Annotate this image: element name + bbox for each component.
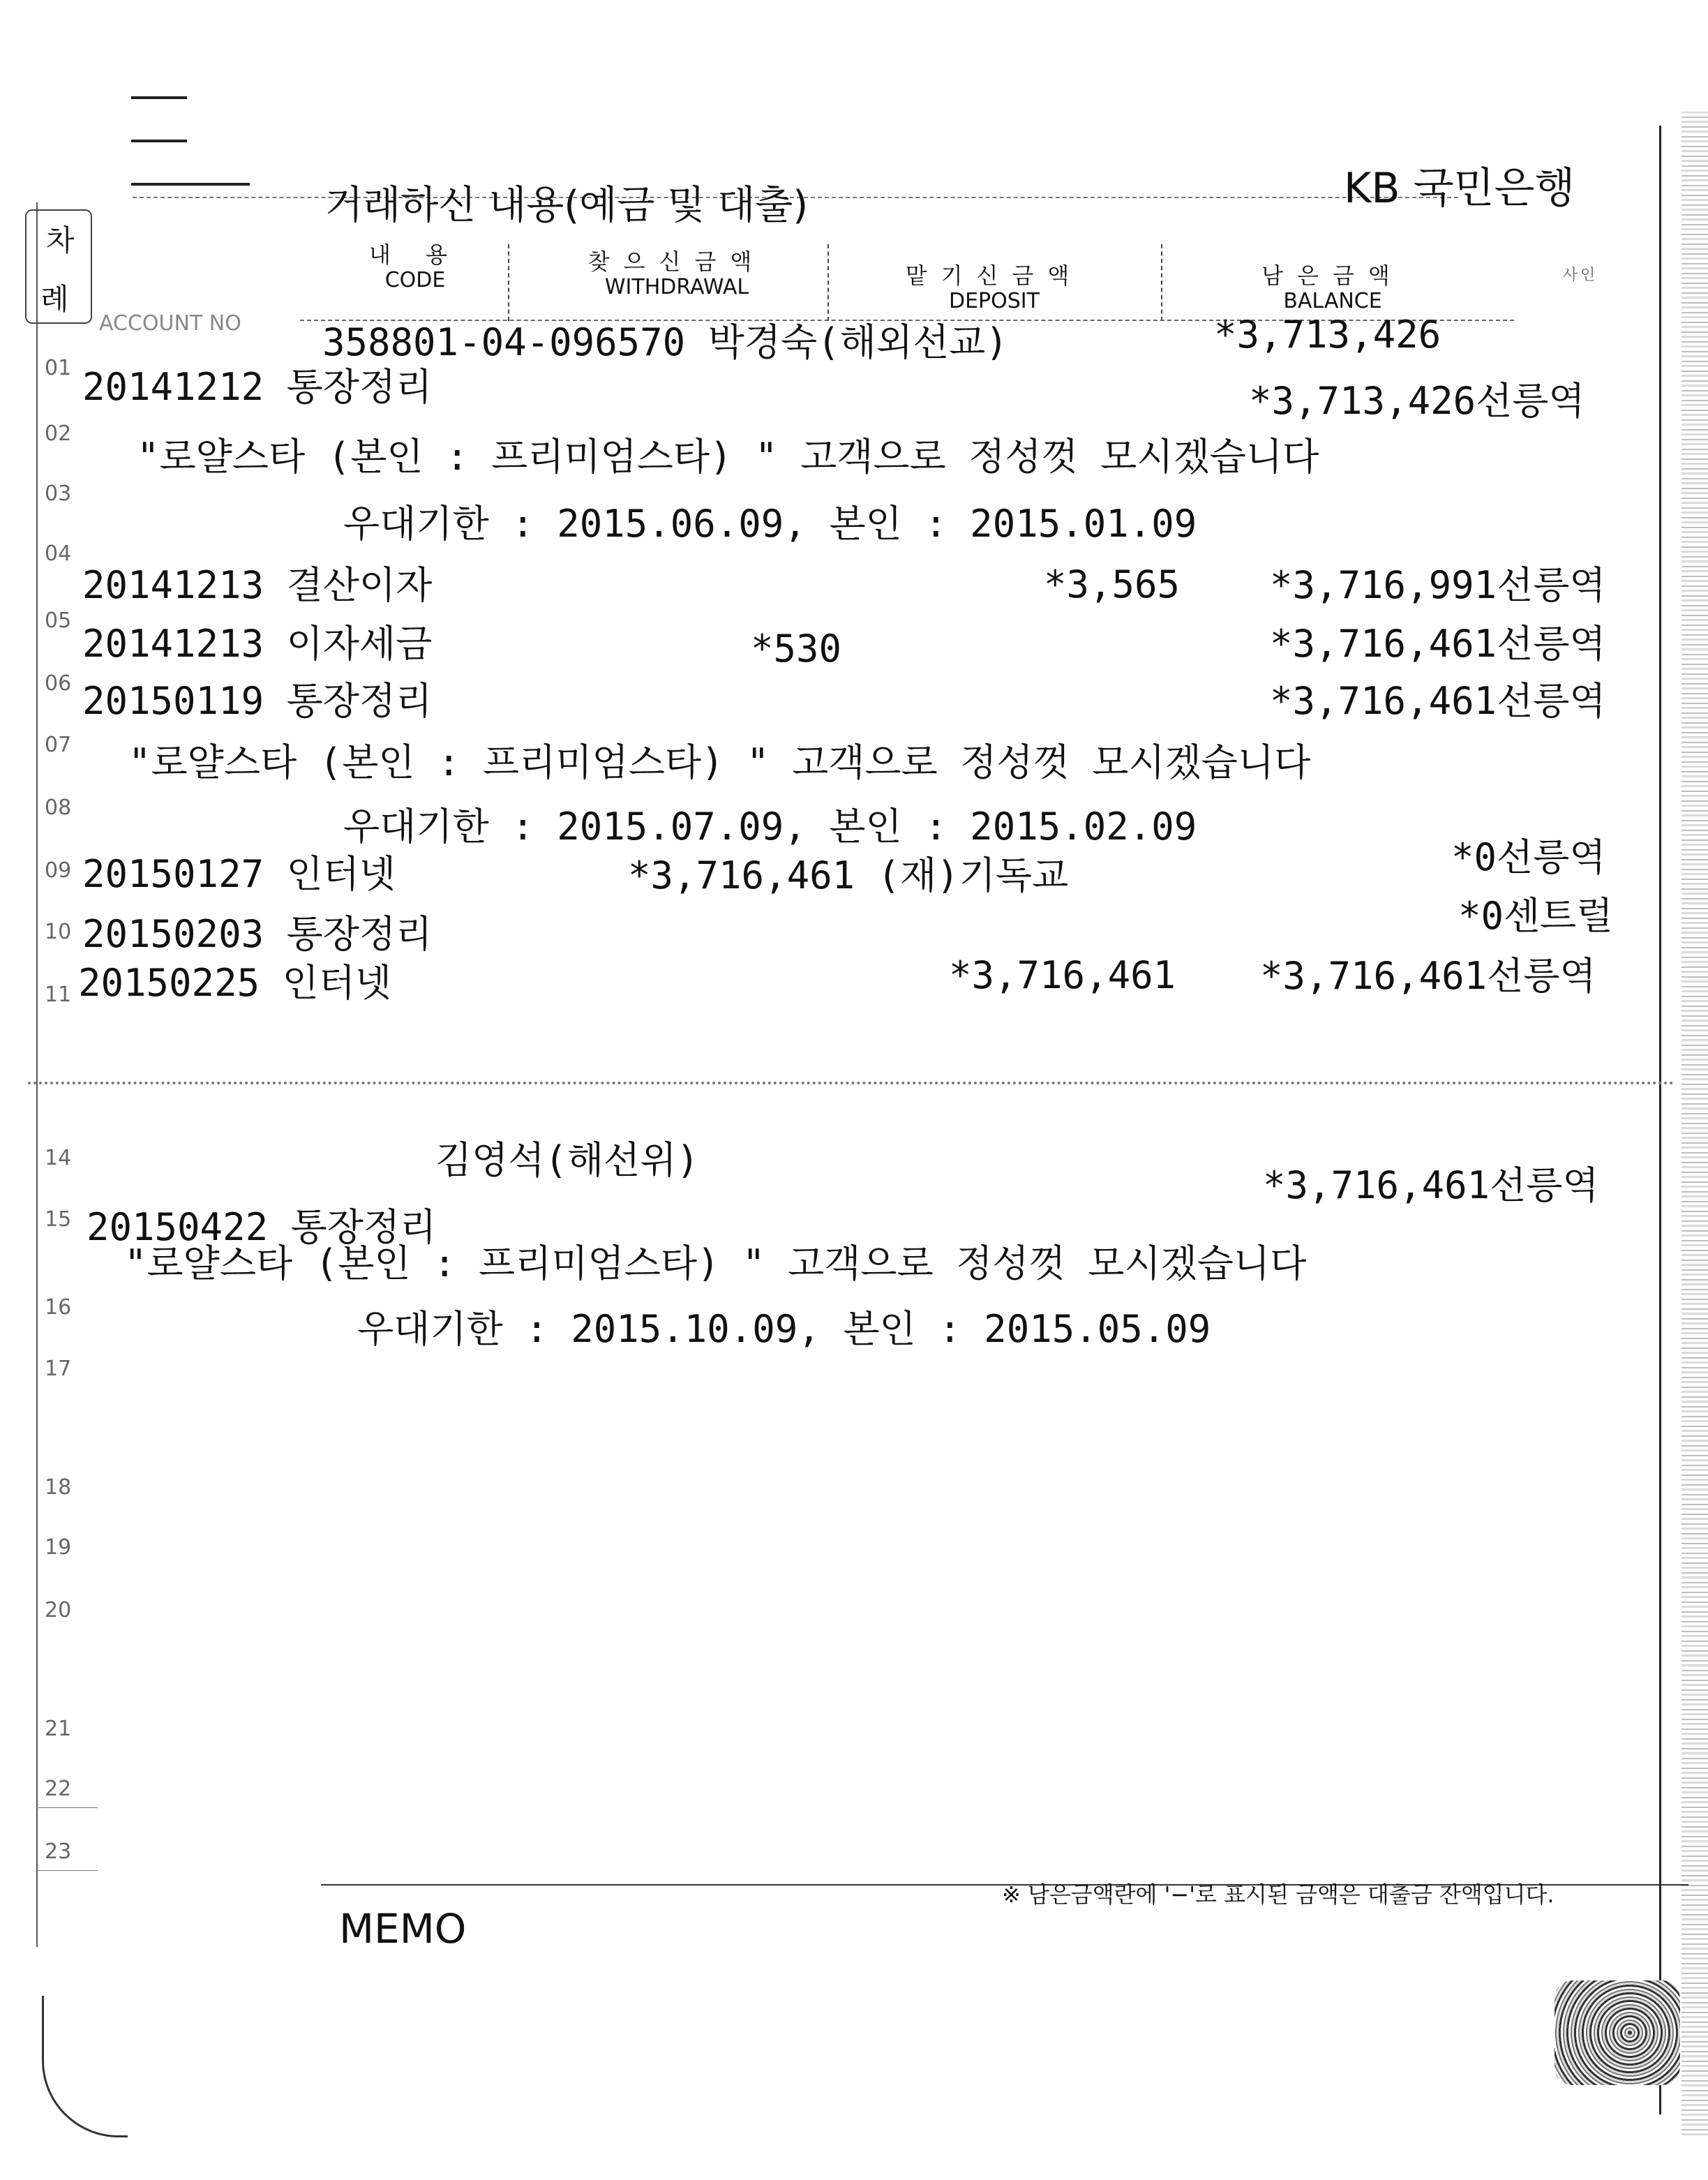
row-rule xyxy=(36,1807,98,1808)
row-number: 18 xyxy=(45,1475,72,1500)
row-number: 15 xyxy=(45,1207,72,1232)
header-mark xyxy=(131,140,187,142)
row-number: 04 xyxy=(45,542,72,566)
entry-date-desc: 20150225 인터넷 xyxy=(78,961,392,1005)
entry-withdrawal: *530 xyxy=(751,627,842,671)
entry-pref-date: 우대기한 : 2015.06.09, 본인 : 2015.01.09 xyxy=(343,502,1197,546)
fold-line xyxy=(28,1082,1675,1084)
passbook-page-stamp xyxy=(1555,1980,1680,2085)
entry-date-desc: 20141213 이자세금 xyxy=(82,622,433,666)
entry-balance: *0센트럴 xyxy=(1458,894,1613,938)
row-number: 08 xyxy=(45,796,72,820)
row-number: 23 xyxy=(45,1839,72,1864)
header-mark xyxy=(131,96,187,99)
row-number: 06 xyxy=(45,671,72,696)
scan-noise xyxy=(1681,112,1708,2135)
entry-balance: *3,716,461선릉역 xyxy=(1270,622,1606,666)
entry-balance: *0선릉역 xyxy=(1451,835,1606,879)
row-number: 22 xyxy=(45,1777,72,1801)
second-block-pref-date: 우대기한 : 2015.10.09, 본인 : 2015.05.09 xyxy=(357,1307,1211,1351)
entry-withdrawal: *3,716,461 (재)기독교 xyxy=(628,853,1069,897)
account-balance: *3,713,426 xyxy=(1214,313,1441,357)
row-number: 20 xyxy=(45,1598,72,1622)
row-index-bottom: 례 xyxy=(40,282,69,316)
row-rule xyxy=(36,1870,98,1871)
entry-date-desc: 20150203 통장정리 xyxy=(82,912,433,956)
second-block-notice: "로얄스타 (본인 : 프리미엄스타) " 고객으로 정성껏 모시겠습니다 xyxy=(124,1241,1307,1285)
second-block-balance: *3,716,461선릉역 xyxy=(1263,1163,1599,1207)
entry-notice: "로얄스타 (본인 : 프리미엄스타) " 고객으로 정성껏 모시겠습니다 xyxy=(128,740,1311,784)
footer-note: ※ 남은금액란에 '−'로 표시된 금액은 대출금 잔액입니다. xyxy=(1002,1881,1555,1908)
entry-notice: "로얄스타 (본인 : 프리미엄스타) " 고객으로 정성껏 모시겠습니다 xyxy=(137,435,1319,479)
row-number: 01 xyxy=(45,356,72,380)
second-block-name: 김영석(해선위) xyxy=(435,1138,700,1182)
row-number: 03 xyxy=(45,481,72,506)
entry-deposit: *3,565 xyxy=(1044,562,1181,606)
entry-deposit: *3,716,461 xyxy=(949,953,1176,997)
left-margin-rule xyxy=(36,202,38,1947)
entry-date-desc: 20141212 통장정리 xyxy=(82,365,433,409)
header-mark xyxy=(131,183,250,186)
page-title: 거래하신 내용(예금 및 대출) xyxy=(325,183,809,228)
account-number: 358801-04-096570 박경숙(해외선교) xyxy=(322,320,1008,364)
row-number: 05 xyxy=(45,609,72,633)
row-number: 21 xyxy=(45,1717,72,1741)
row-number: 09 xyxy=(45,858,72,883)
memo-label: MEMO xyxy=(339,1905,467,1953)
row-number: 19 xyxy=(45,1535,72,1560)
second-block-entry: 20150422 통장정리 xyxy=(87,1205,437,1249)
account-label: ACCOUNT NO xyxy=(99,311,241,336)
column-header-code: 내 용 CODE xyxy=(369,241,461,292)
column-divider xyxy=(1161,244,1162,321)
column-header-balance: 남은금액 BALANCE xyxy=(1261,262,1404,313)
entry-balance: *3,716,461선릉역 xyxy=(1270,679,1606,723)
column-header-withdrawal: 찾으신금액 WITHDRAWAL xyxy=(587,248,766,299)
entry-date-desc: 20141213 결산이자 xyxy=(82,563,433,607)
row-number: 07 xyxy=(45,733,72,757)
bank-name: KB 국민은행 xyxy=(1344,164,1575,213)
row-number: 11 xyxy=(45,983,72,1007)
row-number: 02 xyxy=(45,421,72,446)
column-divider xyxy=(508,244,509,321)
row-index-top: 차 xyxy=(46,223,75,257)
entry-date-desc: 20150119 통장정리 xyxy=(82,679,433,723)
row-number: 14 xyxy=(45,1146,72,1170)
row-number: 16 xyxy=(45,1295,72,1320)
row-number: 17 xyxy=(45,1357,72,1381)
column-header-sign: 사인 xyxy=(1562,267,1598,284)
entry-pref-date: 우대기한 : 2015.07.09, 본인 : 2015.02.09 xyxy=(343,805,1197,849)
entry-date-desc: 20150127 인터넷 xyxy=(82,852,396,896)
entry-balance: *3,713,426선릉역 xyxy=(1249,379,1585,423)
column-header-deposit: 맡기신금액 DEPOSIT xyxy=(905,262,1084,313)
row-number: 10 xyxy=(45,920,72,944)
column-divider xyxy=(827,244,829,321)
page-edge xyxy=(1659,126,1661,2114)
entry-balance: *3,716,461선릉역 xyxy=(1260,954,1596,998)
page-corner-curve xyxy=(42,1996,128,2137)
entry-balance: *3,716,991선릉역 xyxy=(1270,563,1606,607)
